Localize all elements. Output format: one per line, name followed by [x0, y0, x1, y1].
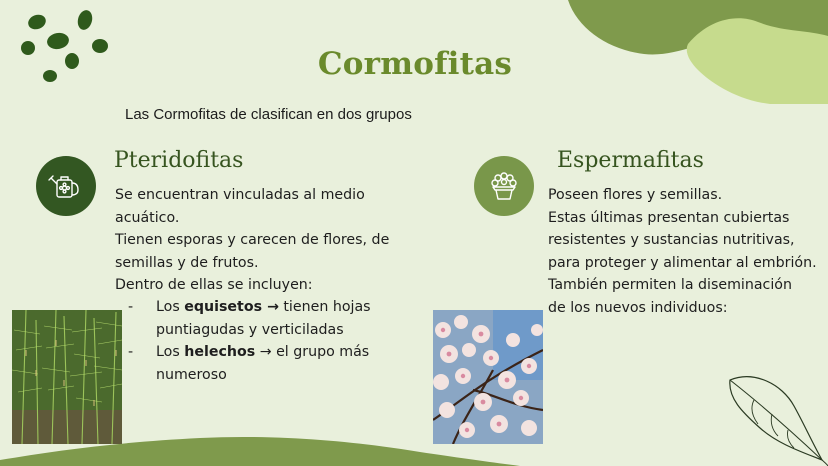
bullet-text: → el grupo más	[255, 344, 370, 361]
espermafitas-icon-circle	[474, 156, 534, 216]
bullet-marker: -	[128, 344, 134, 361]
pteridofitas-bullet-list	[128, 296, 406, 386]
bullet-prefix: Los	[156, 299, 185, 315]
text-line: resistentes y sustancias nutritivas,	[548, 232, 795, 249]
bullet-text-continued: numeroso	[156, 366, 227, 383]
slide-subtitle: Las Cormofitas de clasifican en dos grupos	[125, 106, 412, 123]
bullet-text-continued: puntiagudas y verticiladas	[156, 321, 344, 338]
bullet-text: tienen hojas	[278, 299, 371, 315]
text-line: para proteger y alimentar al embrión.	[548, 254, 817, 271]
text-line: semillas y de frutos.	[115, 254, 259, 271]
list-item	[128, 341, 406, 386]
text-line: Dentro de ellas se incluyen:	[115, 277, 313, 294]
top-right-blob-decoration	[560, 0, 828, 110]
pteridofitas-icon-circle	[36, 156, 96, 216]
almond-blossom-photo	[433, 310, 543, 444]
bullet-bold-term: helechos	[184, 344, 256, 361]
text-line: acuático.	[115, 209, 180, 226]
bullet-marker: -	[128, 299, 134, 315]
text-line: Se encuentran vinculadas al medio	[115, 187, 365, 203]
text-line: Estas últimas presentan cubiertas	[548, 209, 790, 226]
horsetail-photo	[12, 310, 122, 444]
text-line: Tienen esporas y carecen de flores, de	[115, 232, 390, 249]
slide-title: Cormofitas	[317, 46, 513, 82]
list-item	[128, 296, 406, 341]
espermafitas-heading: Espermafitas	[557, 148, 704, 173]
pteridofitas-heading: Pteridofitas	[114, 148, 244, 173]
dots-decoration	[14, 8, 114, 88]
bullet-bold-term: equisetos →	[184, 299, 279, 315]
text-line: También permiten la diseminación	[548, 277, 792, 294]
espermafitas-description	[548, 184, 817, 320]
bullet-prefix: Los	[156, 344, 185, 361]
text-line: de los nuevos individuos:	[548, 299, 728, 316]
pteridofitas-description	[115, 184, 389, 297]
leaf-outline-decoration	[724, 372, 828, 466]
flower-pot-icon	[486, 168, 522, 204]
text-line: Poseen flores y semillas.	[548, 187, 723, 203]
watering-can-icon	[48, 168, 84, 204]
